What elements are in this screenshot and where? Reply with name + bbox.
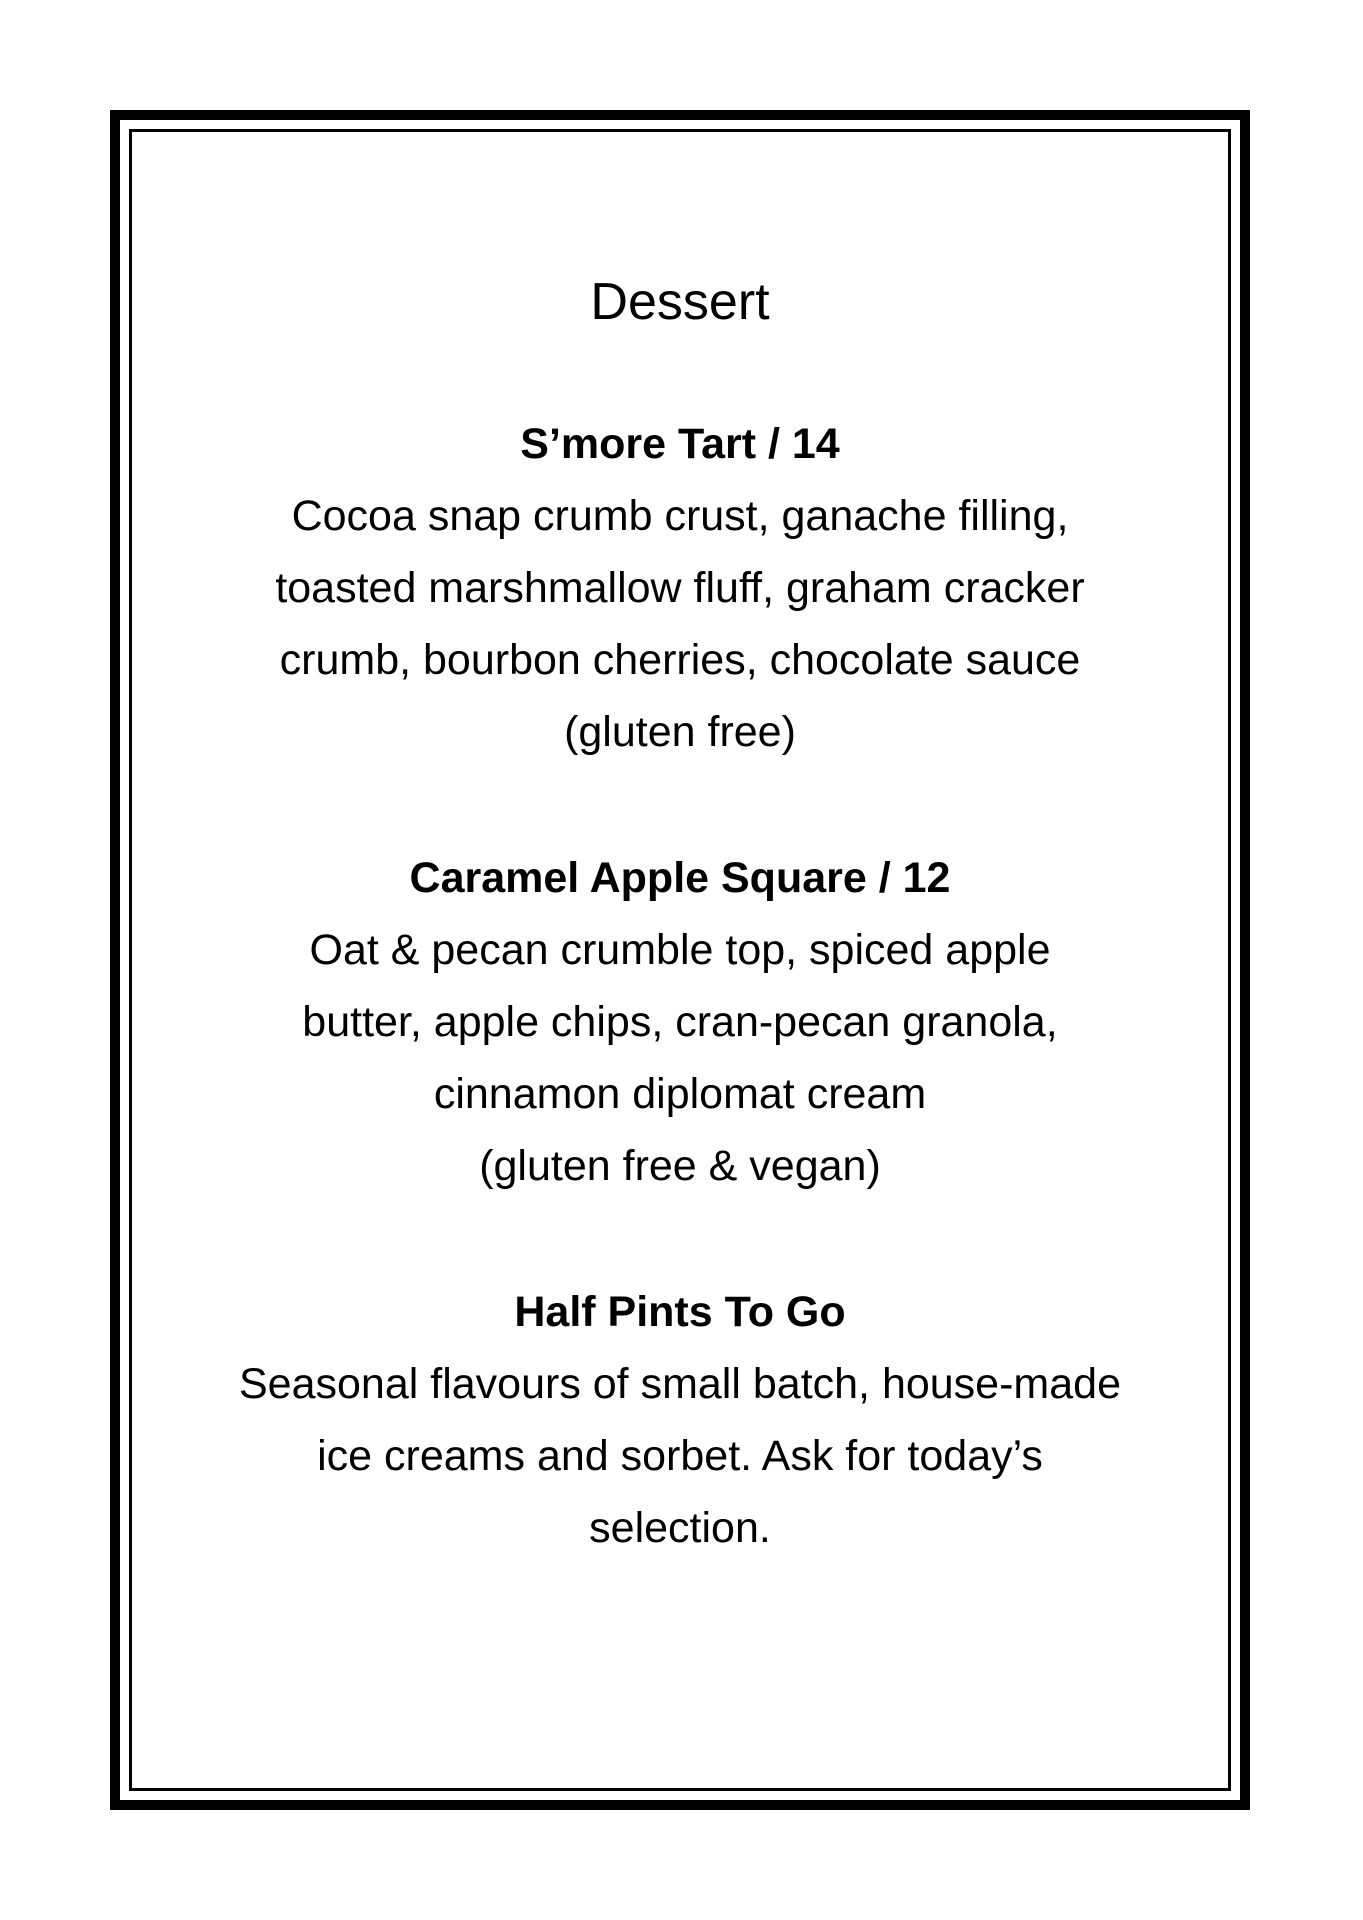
menu-item-caramel-apple-square <box>162 842 1198 1202</box>
menu-item-description: Seasonal flavours of small batch, house-made ice creams and sorbet. Ask for today’s selection. <box>239 1360 1121 1552</box>
menu-item-name: Caramel Apple Square / 12 <box>409 854 951 902</box>
menu-item-smore-tart <box>162 408 1198 768</box>
menu-item-name: Half Pints To Go <box>514 1288 846 1336</box>
menu-item-description: Oat & pecan crumble top, spiced apple butter, apple chips, cran-pecan granola, cinnamon diplomat cream (gluten free & vegan) <box>302 926 1058 1190</box>
menu-item-description: Cocoa snap crumb crust, ganache filling, toasted marshmallow fluff, graham cracker crumb, bourbon cherries, chocolate sauce (gluten free) <box>275 492 1085 756</box>
menu-border-outer <box>110 110 1250 1810</box>
menu-item-half-pints-to-go <box>162 1276 1198 1564</box>
menu-page <box>132 132 1228 1788</box>
menu-item-name: S’more Tart / 14 <box>520 420 840 468</box>
menu-title: Dessert <box>590 273 770 331</box>
menu-border-inner <box>129 129 1231 1791</box>
